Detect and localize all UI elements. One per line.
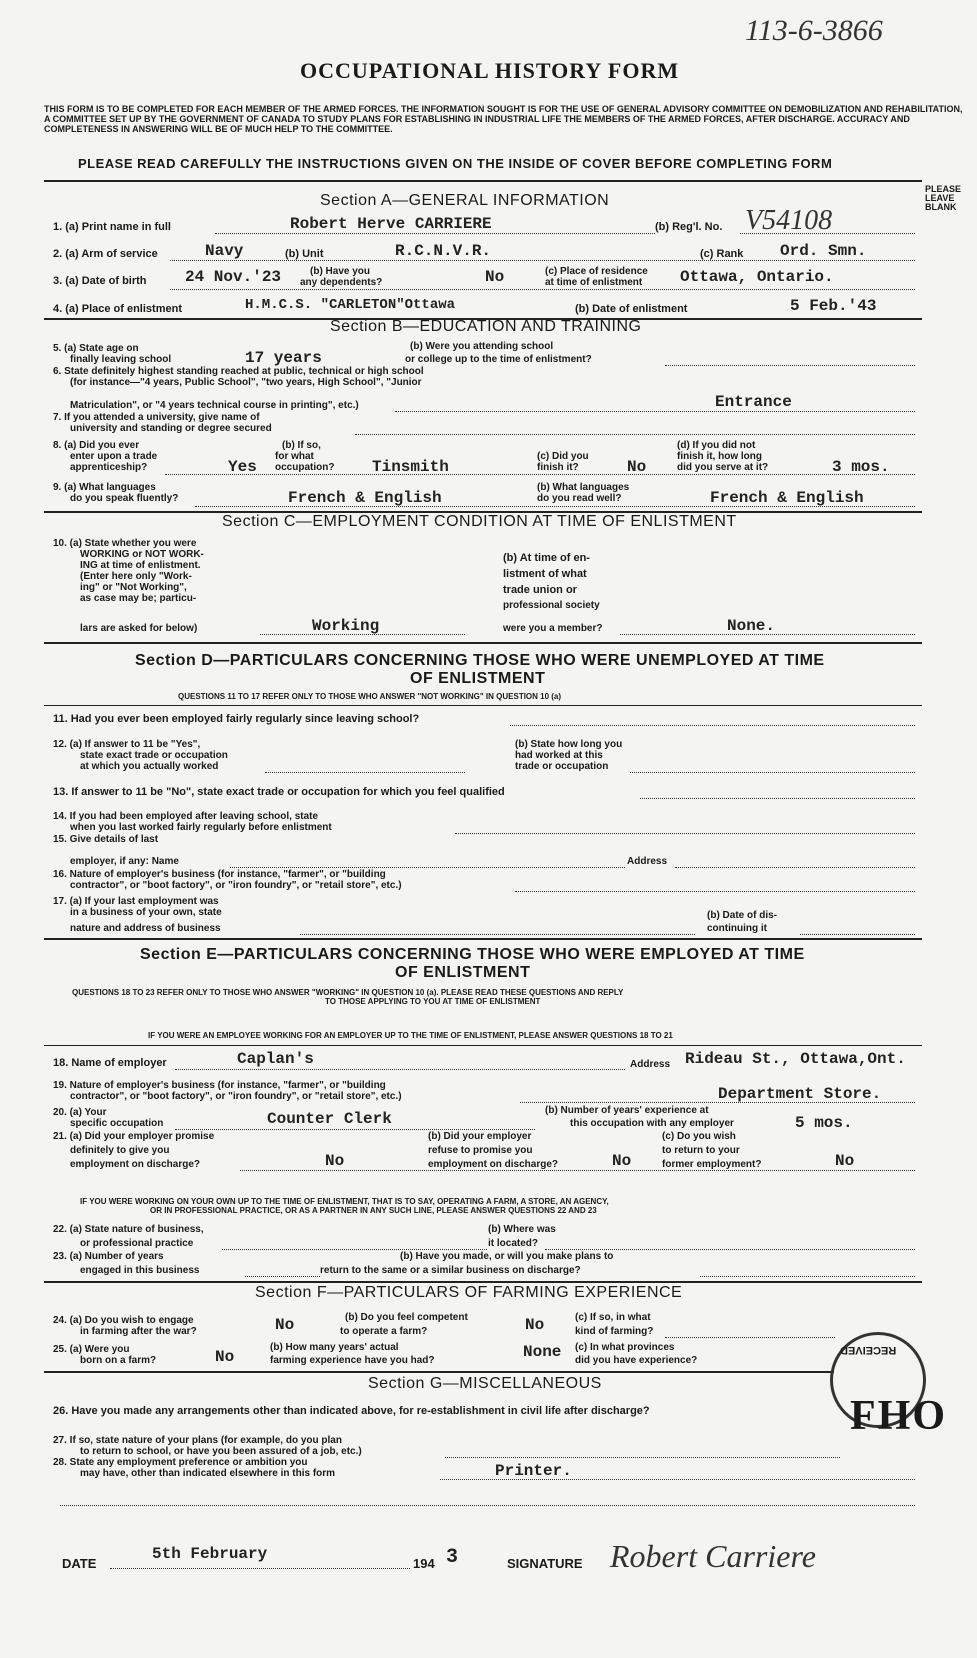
q24b-label-2: to operate a farm?	[340, 1326, 428, 1337]
q10a-label-6: as case may be; particu-	[80, 593, 197, 604]
dob-answer: 24 Nov.'23	[185, 268, 282, 286]
q15-label-3: Address	[627, 856, 668, 867]
q3b1-label: (b) Have you	[310, 266, 371, 277]
section-e-heading-2: OF ENLISTMENT	[395, 964, 531, 981]
top-rule	[44, 180, 922, 182]
q8b3-label: occupation?	[275, 462, 335, 473]
q2b-label: (b) Unit	[285, 248, 324, 260]
section-e-note-3: IF YOU WERE AN EMPLOYEE WORKING FOR AN EMPLOYER UP TO THE TIME OF ENLISTMENT, PLEASE ANSWER QUESTIONS 18 TO 21	[148, 1031, 673, 1040]
q22b-label-2: it located?	[488, 1238, 539, 1249]
q8c1-label: (c) Did you	[537, 451, 589, 462]
farm-competent-answer: No	[525, 1316, 545, 1334]
q25b-label-1: (b) How many years' actual	[270, 1342, 399, 1353]
q21a-label-1: 21. (a) Did your employer promise	[53, 1131, 215, 1142]
q16-label-1: 16. Nature of employer's business (for instance, "farmer", or "building	[53, 869, 386, 880]
q22-label-1: 22. (a) State nature of business,	[53, 1224, 204, 1235]
section-e-note-4: IF YOU WERE WORKING ON YOUR OWN UP TO THE TIME OF ENLISTMENT, THAT IS TO SAY, OPERATING A FARM, A STORE, AN AGENCY,	[80, 1197, 609, 1206]
q5a1-label: 5. (a) State age on	[53, 343, 139, 354]
q10a-label-3: ING at time of enlistment.	[80, 560, 201, 571]
q28-label-2: may have, other than indicated elsewhere in this form	[80, 1468, 336, 1479]
q27-label-1: 27. If so, state nature of your plans (for example, do you plan	[53, 1435, 342, 1446]
section-e-note-5: OR IN PROFESSIONAL PRACTICE, OR AS A PARTNER IN ANY SUCH LINE, PLEASE ANSWER QUESTIONS 22 AND 23	[150, 1206, 597, 1215]
q21a-label-2: definitely to give you	[70, 1145, 170, 1156]
q10b-label-1: (b) At time of en-	[503, 552, 590, 564]
year-digit-answer: 3	[446, 1546, 459, 1569]
section-g-heading: Section G—MISCELLANEOUS	[368, 1375, 602, 1392]
farm-years-answer: None	[523, 1343, 562, 1361]
q21b-label-1: (b) Did your employer	[428, 1131, 532, 1142]
section-e-heading-1: Section E—PARTICULARS CONCERNING THOSE WHO WERE EMPLOYED AT TIME	[140, 946, 805, 963]
header-note: THIS FORM IS TO BE COMPLETED FOR EACH MEMBER OF THE ARMED FORCES. THE INFORMATION SOUGHT IS FOR THE USE OF GENERAL ADVISORY COMMITTEE ON DEMOBILIZATION AND REHABILITATION, A COMMITTEE SET UP BY THE GOVERNMENT OF CANADA TO STUDY PLANS FOR ESTABLISHING IN INDUSTRIAL LIFE THE MEMBERS OF THE ARMED FORCES, AFTER DISCHARGE. ACCURACY AND COMPLETENESS IN ANSWERING WILL BE OF MUCH HELP TO THE COMMITTEE.	[44, 104, 963, 134]
section-f-heading: Section F—PARTICULARS OF FARMING EXPERIENCE	[255, 1284, 683, 1301]
q18b-label: Address	[630, 1059, 671, 1070]
business-answer: Department Store.	[718, 1085, 882, 1103]
q5b1-label: (b) Were you attending school	[410, 341, 554, 352]
q9a1-label: 9. (a) What languages	[53, 482, 156, 493]
occupation-answer: Counter Clerk	[267, 1110, 392, 1128]
q17b-label-1: (b) Date of dis-	[707, 910, 777, 921]
q25c-label-1: (c) In what provinces	[575, 1342, 675, 1353]
q6-label-3: Matriculation", or "4 years technical course in printing", etc.)	[70, 400, 359, 411]
refuse-answer: No	[612, 1152, 632, 1170]
q3b2-label: any dependents?	[300, 277, 383, 288]
read-answer: French & English	[710, 489, 864, 507]
q8d1-label: (d) If you did not	[677, 440, 756, 451]
q8a2-label: enter upon a trade	[70, 451, 158, 462]
q12a-label-3: at which you actually worked	[80, 761, 219, 772]
q20a-label-1: 20. (a) Your	[53, 1107, 107, 1118]
q12b-label-1: (b) State how long you	[515, 739, 623, 750]
q10a-label-2: WORKING or NOT WORK-	[80, 549, 204, 560]
q7-label-2: university and standing or degree secured	[70, 423, 272, 434]
date-day-answer: 5th February	[152, 1545, 268, 1563]
q3c2-label: at time of enlistment	[545, 277, 643, 288]
q10b-label-4: professional society	[503, 600, 600, 611]
q2a-label: 2. (a) Arm of service	[53, 248, 158, 260]
finish-answer: No	[627, 458, 647, 476]
section-d-heading-1: Section D—PARTICULARS CONCERNING THOSE WHO WERE UNEMPLOYED AT TIME	[135, 652, 825, 669]
reference-number: 113-6-3866	[745, 14, 883, 47]
q5a2-label: finally leaving school	[70, 354, 172, 365]
q25a-label-2: born on a farm?	[80, 1355, 157, 1366]
q24c-label-1: (c) If so, in what	[575, 1312, 651, 1323]
q12b-label-3: trade or occupation	[515, 761, 609, 772]
section-d-heading-2: OF ENLISTMENT	[410, 670, 546, 687]
q17-label-3: nature and address of business	[70, 923, 221, 934]
farm-engage-answer: No	[275, 1316, 295, 1334]
year-prefix-label: 194	[413, 1556, 435, 1571]
stamp-letters: FHO	[850, 1393, 947, 1439]
q12a-label-2: state exact trade or occupation	[80, 750, 228, 761]
q28-label-1: 28. State any employment preference or ambition you	[53, 1457, 308, 1468]
q20a-label-2: specific occupation	[70, 1118, 164, 1129]
q18-label: 18. Name of employer	[53, 1057, 167, 1069]
preference-answer: Printer.	[495, 1462, 572, 1480]
q17-label-2: in a business of your own, state	[70, 907, 222, 918]
employer-answer: Caplan's	[237, 1050, 314, 1068]
q21b-label-3: employment on discharge?	[428, 1159, 559, 1170]
q9b2-label: do you read well?	[537, 493, 622, 504]
place-enlist-answer: H.M.C.S. "CARLETON"Ottawa	[245, 297, 456, 313]
years-exp-answer: 5 mos.	[795, 1114, 853, 1132]
residence-answer: Ottawa, Ontario.	[680, 268, 834, 286]
q5b2-label: or college up to the time of enlistment?	[405, 354, 592, 365]
date-enlist-answer: 5 Feb.'43	[790, 297, 877, 315]
q22-label-2: or professional practice	[80, 1238, 194, 1249]
q21c-label-2: to return to your	[662, 1145, 740, 1156]
age-leaving-answer: 17 years	[245, 349, 322, 367]
q8b2-label: for what	[275, 451, 314, 462]
q6-label-2: (for instance—"4 years, Public School", "two years, High School", "Junior	[70, 377, 422, 388]
q24c-label-2: kind of farming?	[575, 1326, 654, 1337]
section-d-note: QUESTIONS 11 TO 17 REFER ONLY TO THOSE WHO ANSWER "NOT WORKING" IN QUESTION 10 (a)	[178, 692, 562, 701]
employer-address-answer: Rideau St., Ottawa,Ont.	[685, 1050, 906, 1068]
q17b-label-2: continuing it	[707, 923, 767, 934]
q1a-label: 1. (a) Print name in full	[53, 221, 171, 233]
q3a-label: 3. (a) Date of birth	[53, 275, 147, 287]
q20b-label-2: this occupation with any employer	[570, 1118, 734, 1129]
q21a-label-3: employment on discharge?	[70, 1159, 201, 1170]
q8b1-label: (b) If so,	[282, 440, 321, 451]
q16-label-2: contractor", or "boot factory", or "iron foundry", or "retail store", etc.)	[70, 880, 402, 891]
arm-answer: Navy	[205, 242, 244, 260]
q25c-label-2: did you have experience?	[575, 1355, 698, 1366]
q25a-label-1: 25. (a) Were you	[53, 1344, 130, 1355]
q15-label-2: employer, if any: Name	[70, 856, 179, 867]
q10a-label-1: 10. (a) State whether you were	[53, 538, 197, 549]
q9a2-label: do you speak fluently?	[70, 493, 179, 504]
q23b-label-2: return to the same or a similar business on discharge?	[320, 1265, 581, 1276]
union-answer: None.	[727, 617, 776, 635]
q2c-label: (c) Rank	[700, 248, 744, 260]
q7-label-1: 7. If you attended a university, give name of	[53, 412, 260, 423]
q10a-label-5: ing" or "Not Working",	[80, 582, 187, 593]
q24a-label-1: 24. (a) Do you wish to engage	[53, 1315, 194, 1326]
q14-label-2: when you last worked fairly regularly before enlistment	[70, 822, 332, 833]
q23-label-1: 23. (a) Number of years	[53, 1251, 164, 1262]
q4b-label: (b) Date of enlistment	[575, 303, 688, 315]
dependents-answer: No	[485, 268, 505, 286]
section-b-heading: Section B—EDUCATION AND TRAINING	[330, 318, 642, 335]
q20b-label-1: (b) Number of years' experience at	[545, 1105, 709, 1116]
q13-label: 13. If answer to 11 be "No", state exact trade or occupation for which you feel qualified	[53, 786, 505, 798]
q10b-label-3: trade union or	[503, 584, 577, 596]
q23-label-2: engaged in this business	[80, 1265, 200, 1276]
q21c-label-1: (c) Do you wish	[662, 1131, 736, 1142]
q15-label-1: 15. Give details of last	[53, 834, 159, 845]
q3c1-label: (c) Place of residence	[545, 266, 648, 277]
trade-answer: Tinsmith	[372, 458, 449, 476]
side-note: PLEASE LEAVE BLANK	[925, 184, 962, 212]
apprentice-answer: Yes	[228, 458, 257, 476]
q19-label-1: 19. Nature of employer's business (for instance, "farmer", or "building	[53, 1080, 386, 1091]
born-farm-answer: No	[215, 1348, 235, 1366]
q22b-label-1: (b) Where was	[488, 1224, 556, 1235]
working-answer: Working	[312, 617, 380, 635]
section-e-note-2: TO THOSE APPLYING TO YOU AT TIME OF ENLISTMENT	[325, 997, 541, 1006]
signature-answer: Robert Carriere	[610, 1538, 816, 1574]
q12b-label-2: had worked at this	[515, 750, 603, 761]
q14-label-1: 14. If you had been employed after leaving school, state	[53, 811, 319, 822]
q8c2-label: finish it?	[537, 462, 579, 473]
return-answer: No	[835, 1152, 855, 1170]
q24a-label-2: in farming after the war?	[80, 1326, 197, 1337]
section-a-heading: Section A—GENERAL INFORMATION	[320, 192, 610, 209]
q10b-label-5: were you a member?	[503, 623, 603, 634]
section-c-heading: Section C—EMPLOYMENT CONDITION AT TIME OF ENLISTMENT	[222, 513, 737, 530]
date-label: DATE	[62, 1556, 97, 1571]
q10a-label-4: (Enter here only "Work-	[80, 571, 192, 582]
q17-label-1: 17. (a) If your last employment was	[53, 896, 219, 907]
unit-answer: R.C.N.V.R.	[395, 242, 492, 260]
q8a3-label: apprenticeship?	[70, 462, 148, 473]
please-read-note: PLEASE READ CAREFULLY THE INSTRUCTIONS GIVEN ON THE INSIDE OF COVER BEFORE COMPLETING FORM	[78, 156, 833, 171]
q23b-label-1: (b) Have you made, or will you make plans to	[400, 1251, 614, 1262]
rank-answer: Ord. Smn.	[780, 242, 867, 260]
q8d2-label: finish it, how long	[677, 451, 762, 462]
signature-label: SIGNATURE	[507, 1556, 583, 1571]
stamp-text: RECEIVED	[840, 1344, 897, 1356]
q8a1-label: 8. (a) Did you ever	[53, 440, 140, 451]
q1b-label: (b) Reg'l. No.	[655, 221, 723, 233]
reg-no-answer: V54108	[745, 205, 833, 236]
q4a-label: 4. (a) Place of enlistment	[53, 303, 182, 315]
q10b-label-2: listment of what	[503, 568, 587, 580]
q21b-label-2: refuse to promise you	[428, 1145, 533, 1156]
q24b-label-1: (b) Do you feel competent	[345, 1312, 468, 1323]
section-e-note-1: QUESTIONS 18 TO 23 REFER ONLY TO THOSE WHO ANSWER "WORKING" IN QUESTION 10 (a). PLEASE READ THESE QUESTIONS AND REPLY	[72, 988, 624, 997]
promise-answer: No	[325, 1152, 345, 1170]
q6-label-1: 6. State definitely highest standing reached at public, technical or high school	[53, 366, 424, 377]
q9b1-label: (b) What languages	[537, 482, 630, 493]
q8d3-label: did you serve at it?	[677, 462, 769, 473]
q10a-label-7: lars are asked for below)	[80, 623, 198, 634]
form-title: OCCUPATIONAL HISTORY FORM	[300, 58, 680, 83]
q12a-label-1: 12. (a) If answer to 11 be "Yes",	[53, 739, 201, 750]
q11-label: 11. Had you ever been employed fairly regularly since leaving school?	[53, 713, 420, 725]
q19-label-2: contractor", or "boot factory", or "iron foundry", or "retail store", etc.)	[70, 1091, 402, 1102]
q26-label: 26. Have you made any arrangements other than indicated above, for re-establishment in civil life after discharge?	[53, 1405, 650, 1417]
speak-answer: French & English	[288, 489, 442, 507]
q27-label-2: to return to school, or have you been assured of a job, etc.)	[80, 1446, 362, 1457]
served-answer: 3 mos.	[832, 458, 890, 476]
q25b-label-2: farming experience have you had?	[270, 1355, 435, 1366]
standing-answer: Entrance	[715, 393, 792, 411]
q21c-label-3: former employment?	[662, 1159, 762, 1170]
name-answer: Robert Herve CARRIERE	[290, 215, 492, 233]
